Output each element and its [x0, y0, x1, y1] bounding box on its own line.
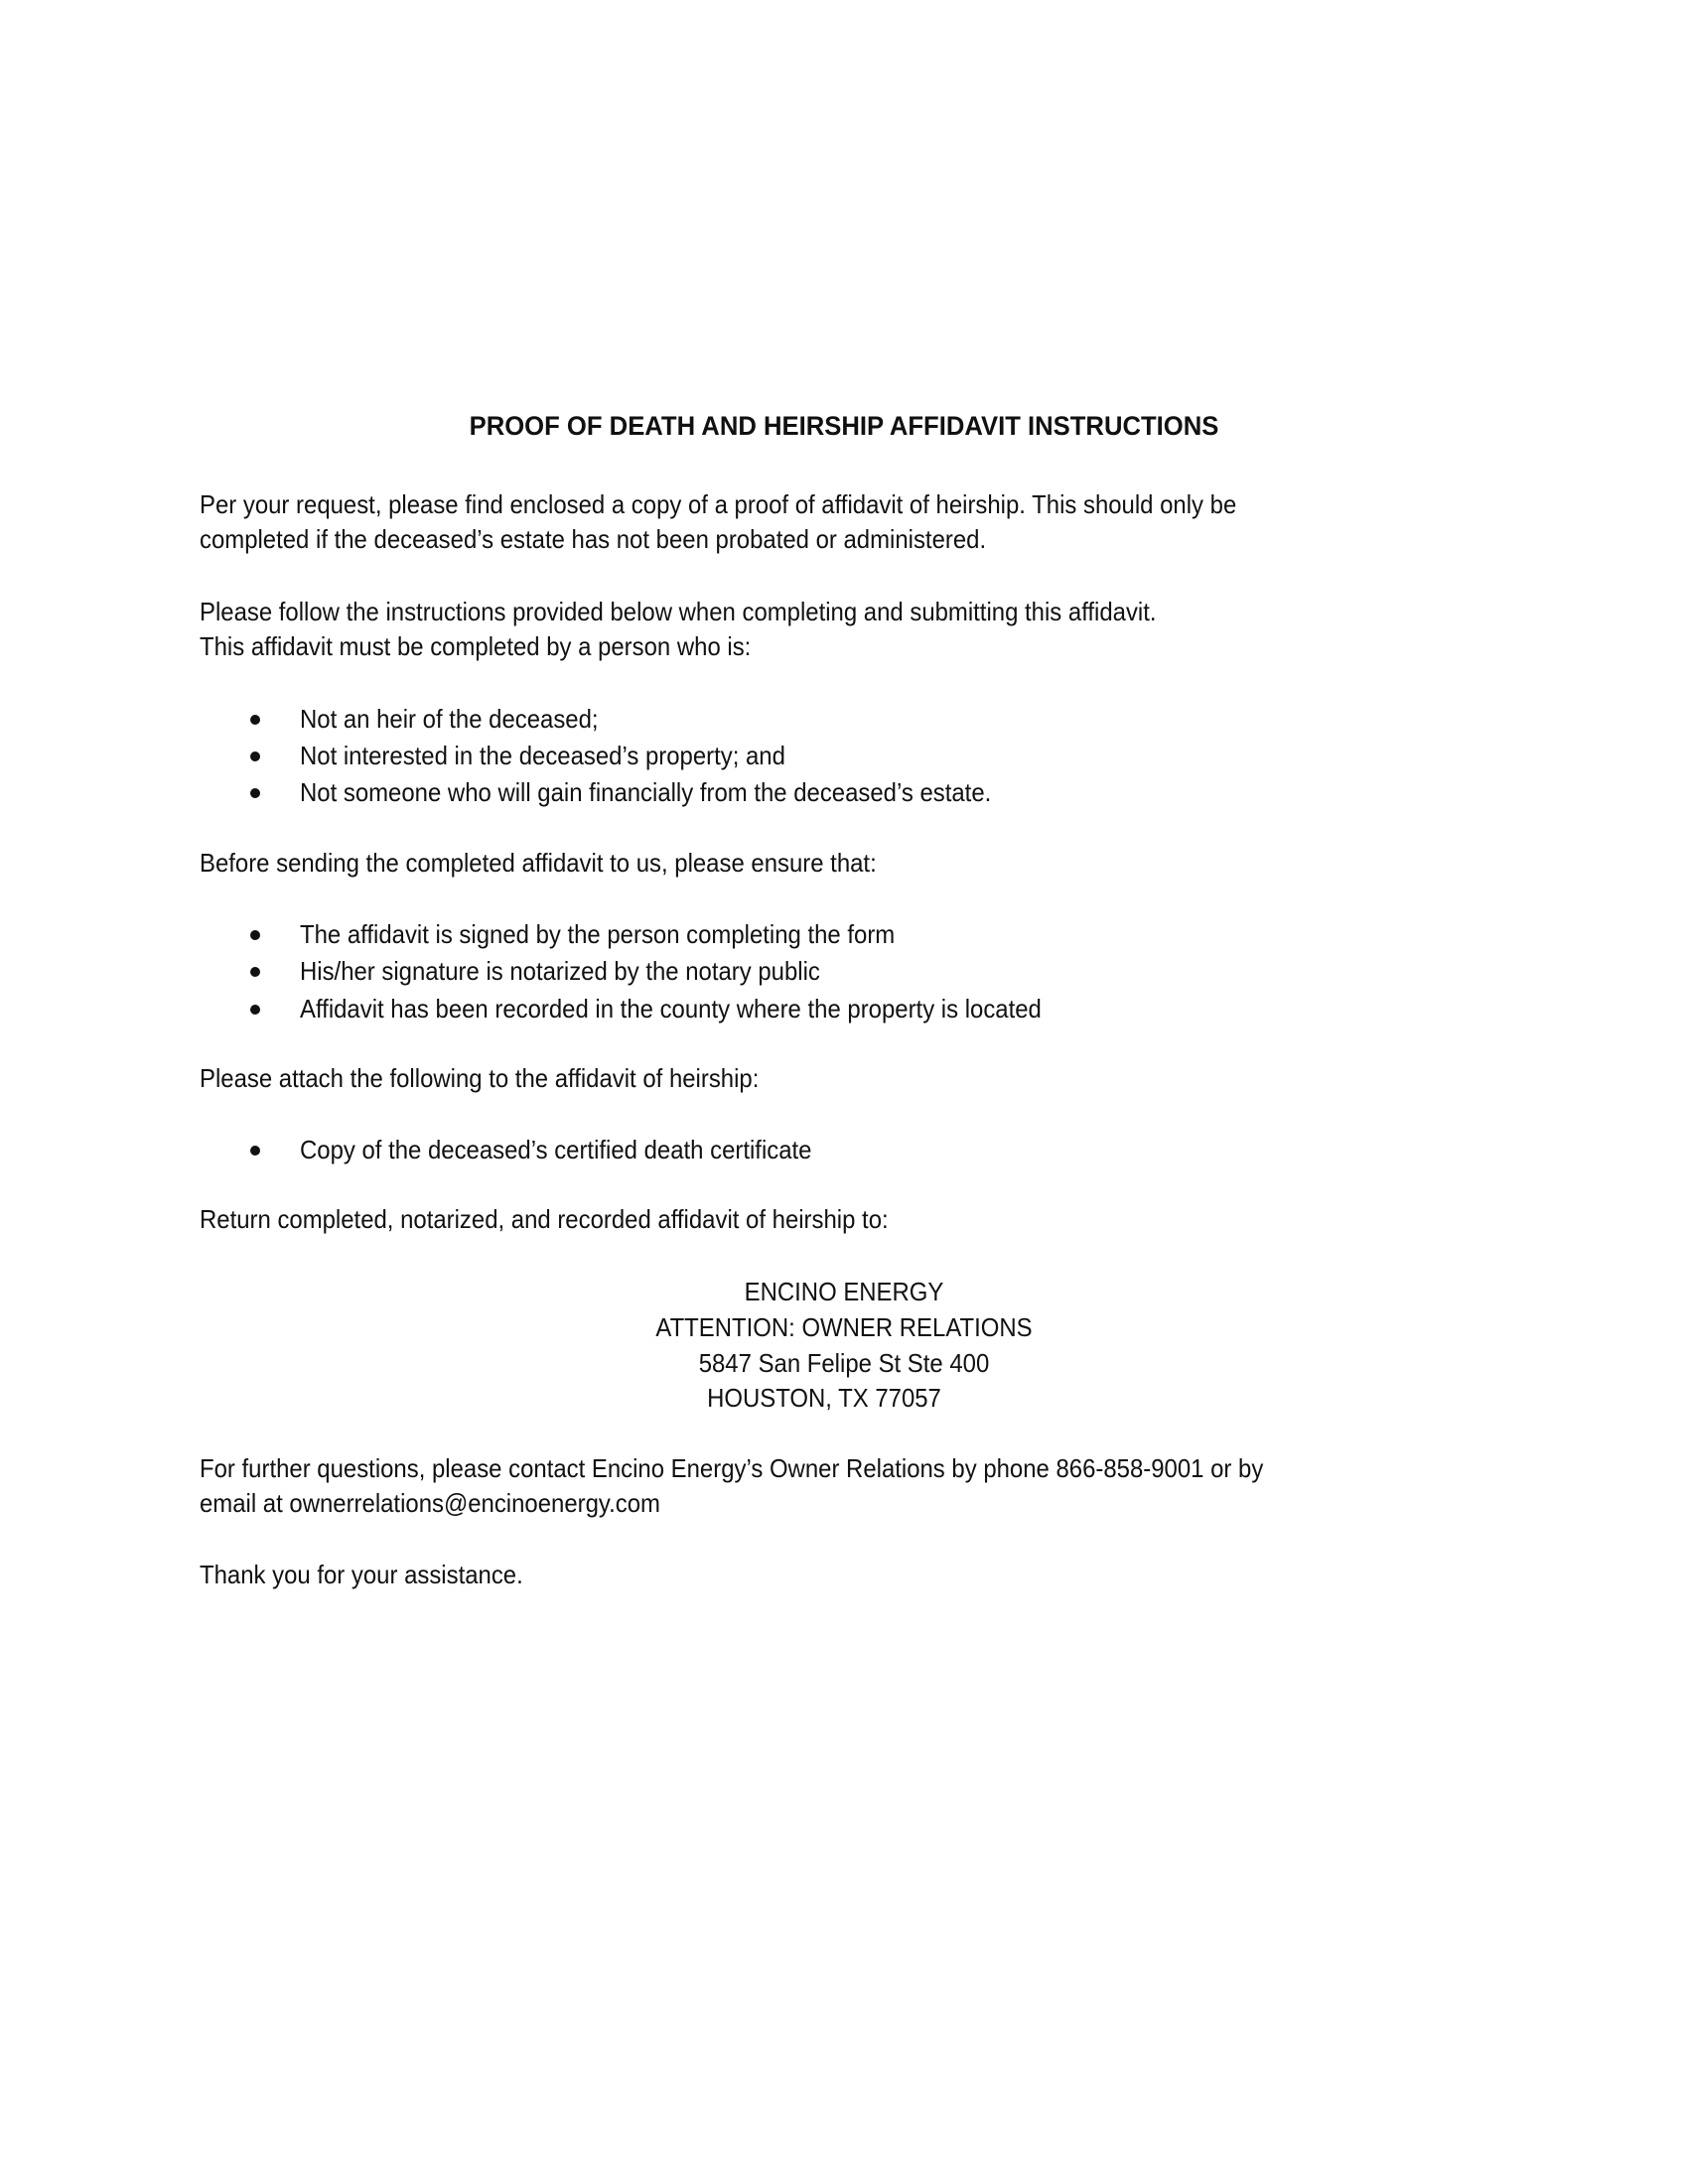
bullet-icon	[250, 930, 260, 940]
bullet-icon	[250, 1146, 260, 1156]
intro-line-2: completed if the deceased’s estate has not been probated or administered.	[200, 524, 987, 554]
list-item-text: His/her signature is notarized by the notary public	[300, 956, 820, 986]
bullet-icon	[250, 788, 260, 798]
list-item-text: Not an heir of the deceased;	[300, 704, 599, 734]
instructions-line-1: Please follow the instructions provided below when completing and submitting this affidavit.	[200, 597, 1157, 626]
closing-text: Thank you for your assistance.	[200, 1560, 523, 1589]
list-item-text: Copy of the deceased’s certified death certificate	[300, 1135, 812, 1164]
intro-line-1: Per your request, please find enclosed a copy of a proof of affidavit of heirship. This should only be	[200, 489, 1237, 519]
before-sending-heading: Before sending the completed affidavit to us, please ensure that:	[200, 848, 877, 878]
list-item-text: The affidavit is signed by the person completing the form	[300, 919, 896, 949]
list-item-text: Affidavit has been recorded in the county where the property is located	[300, 994, 1042, 1024]
address-city-state-zip: HOUSTON, TX 77057	[707, 1383, 941, 1413]
address-company: ENCINO ENERGY	[744, 1277, 944, 1306]
instructions-line-2: This affidavit must be completed by a person who is:	[200, 631, 752, 661]
bullet-icon	[250, 1005, 260, 1015]
attach-heading: Please attach the following to the affidavit of heirship:	[200, 1063, 760, 1093]
list-item-text: Not interested in the deceased’s property; and	[300, 741, 785, 770]
bullet-icon	[250, 751, 260, 761]
document-title: PROOF OF DEATH AND HEIRSHIP AFFIDAVIT INSTRUCTIONS	[469, 411, 1219, 441]
return-heading: Return completed, notarized, and recorded affidavit of heirship to:	[200, 1204, 889, 1234]
contact-line-2: email at ownerrelations@encinoenergy.com	[200, 1488, 660, 1518]
contact-line-1: For further questions, please contact Encino Energy’s Owner Relations by phone 866-858-9001 or by	[200, 1453, 1264, 1483]
list-item-text: Not someone who will gain financially from the deceased’s estate.	[300, 777, 992, 807]
address-attention: ATTENTION: OWNER RELATIONS	[655, 1312, 1033, 1342]
address-street: 5847 San Felipe St Ste 400	[698, 1348, 990, 1378]
bullet-icon	[250, 715, 260, 725]
bullet-icon	[250, 967, 260, 977]
